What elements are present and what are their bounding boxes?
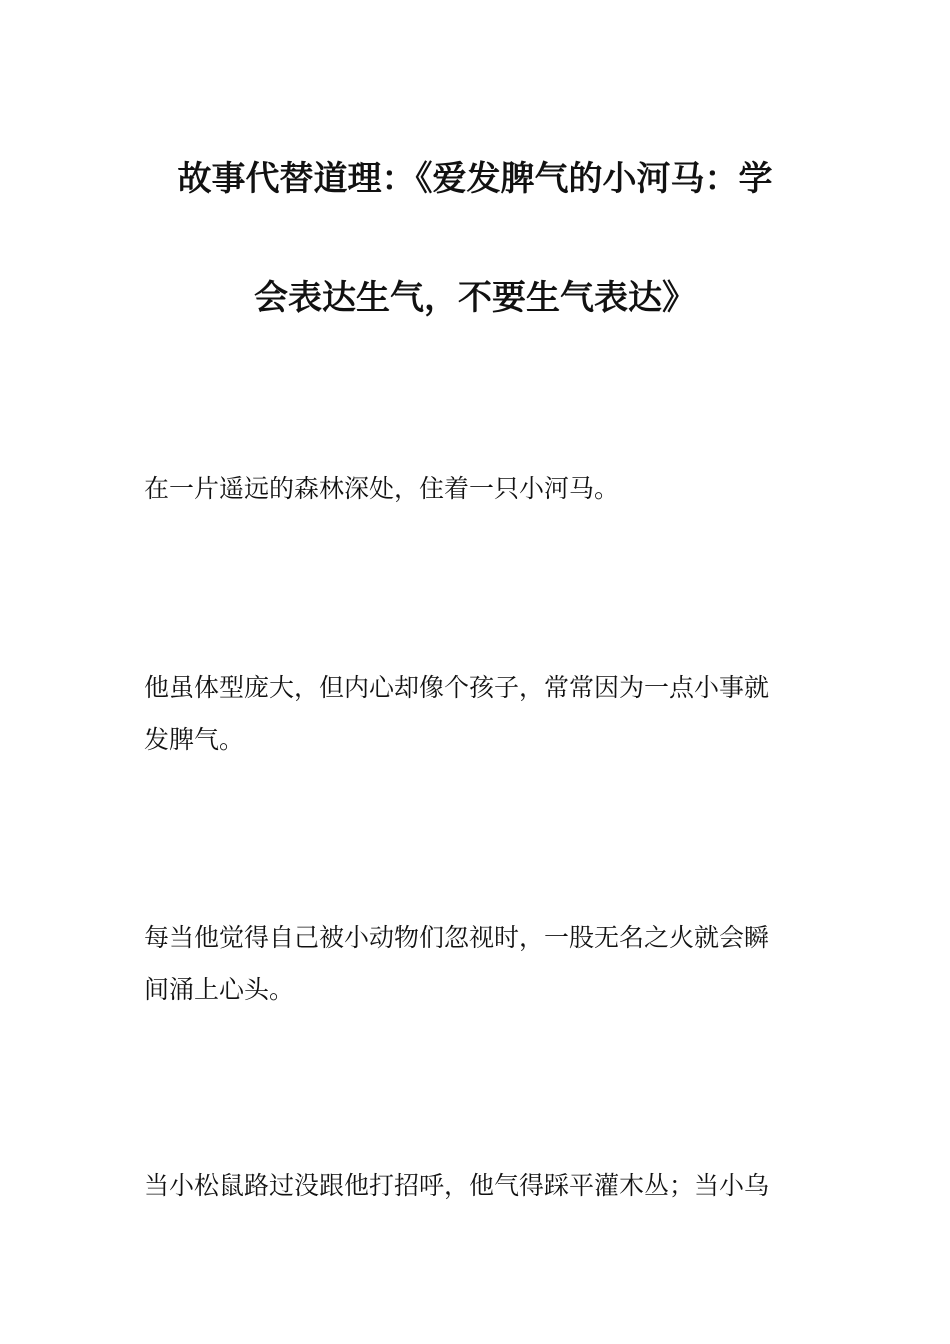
paragraph-line: 在一片遥远的森林深处，住着一只小河马。 bbox=[144, 474, 620, 503]
paragraph-4 bbox=[144, 1160, 814, 1212]
paragraph-line: 当小松鼠路过没跟他打招呼，他气得踩平灌木丛；当小乌 bbox=[144, 1171, 770, 1200]
document-title-line-2: 会表达生气，不要生气表达》 bbox=[254, 278, 696, 318]
paragraph-2 bbox=[144, 662, 814, 766]
paragraph-line: 他虽体型庞大，但内心却像个孩子，常常因为一点小事就 bbox=[144, 673, 770, 702]
paragraph-1 bbox=[144, 463, 814, 515]
document-title-line-1: 故事代替道理：《爱发脾气的小河马：学 bbox=[177, 159, 773, 199]
paragraph-line: 每当他觉得自己被小动物们忽视时，一股无名之火就会瞬 bbox=[144, 923, 770, 952]
paragraph-line: 间涌上心头。 bbox=[144, 975, 295, 1004]
paragraph-line: 发脾气。 bbox=[144, 725, 245, 754]
paragraph-3 bbox=[144, 912, 814, 1016]
